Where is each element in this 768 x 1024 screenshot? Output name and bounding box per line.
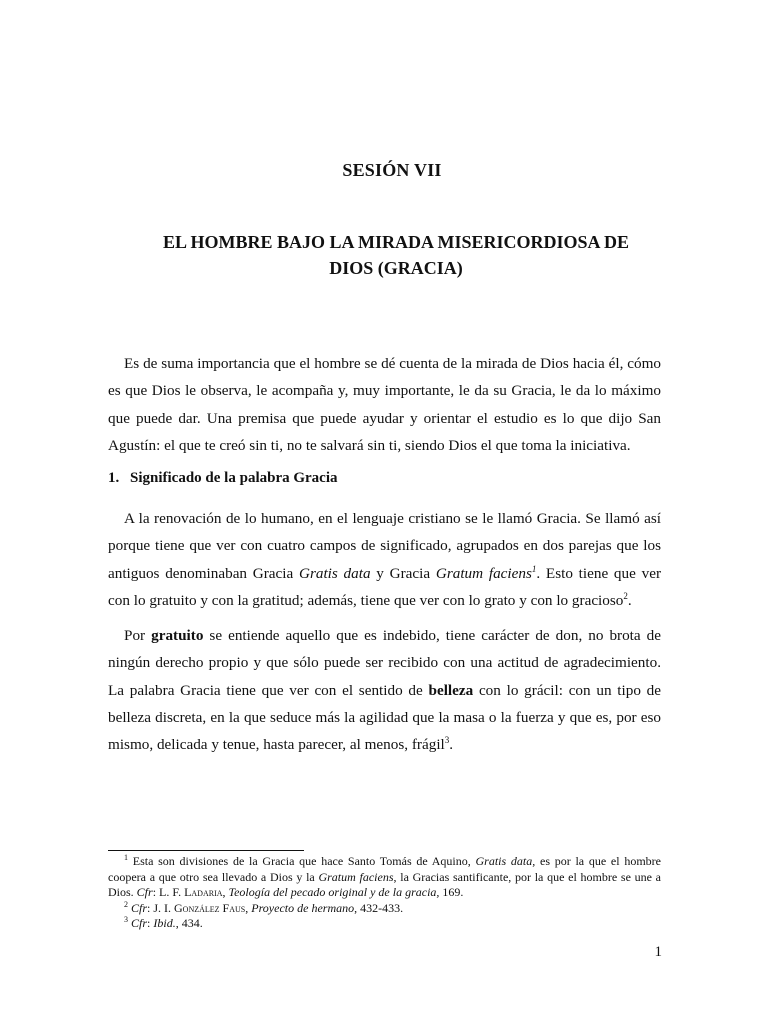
main-title <box>108 229 684 281</box>
intro-paragraph <box>108 350 661 459</box>
text-span: , 434. <box>175 916 203 930</box>
paragraph-gratuito-text <box>108 622 661 758</box>
section-title: Significado de la palabra Gracia <box>130 470 338 486</box>
text-span: es por la que el hombre coopera a que otro sea llevado a Dios y la <box>108 854 661 884</box>
text-span: , 432-433. <box>354 900 404 915</box>
italic-term: Gratum faciens <box>435 564 532 582</box>
bold-term: belleza <box>428 681 474 699</box>
footnotes <box>108 854 661 932</box>
footnote-2 <box>108 901 661 917</box>
section-number: 1. <box>108 470 120 486</box>
text-span: : L. F. <box>152 885 185 899</box>
cfr-abbrev: Cfr <box>131 916 148 930</box>
main-title-line-1: EL HOMBRE BAJO LA MIRADA MISERICORDIOSA DE <box>162 232 630 252</box>
text-span: : <box>147 916 154 930</box>
text-span: 169. <box>439 885 464 899</box>
work-title: Teología del pecado original y de la gracia, <box>228 885 440 899</box>
text-span: , la Gracias santificante, por la que el hombre se une a Dios. <box>108 869 661 899</box>
text-span: , <box>245 900 252 915</box>
footnote-marker: 2 <box>124 899 128 909</box>
ibid-abbrev: Ibid. <box>153 916 176 930</box>
page-number: 1 <box>654 944 662 960</box>
footnote-1 <box>108 854 661 901</box>
session-title: SESIÓN VII <box>342 160 442 180</box>
bold-term: gratuito <box>151 627 204 644</box>
text-span: con lo grácil: con un tipo de belleza discreta, en la que seduce más la agilidad que la masa o la fuerza y que es, por eso mismo, delicada y tenue, hasta parecer, al menos, frágil <box>108 681 661 754</box>
text-span: Esta son divisiones de la Gracia que hace Santo Tomás de Aquino, <box>128 854 476 868</box>
cfr-abbrev: Cfr <box>136 885 153 899</box>
text-span: Por <box>124 627 152 644</box>
footnote-3 <box>108 916 661 932</box>
intro-paragraph-text: Es de suma importancia que el hombre se dé cuenta de la mirada de Dios hacia él, cómo es que Dios le observa, le acompaña y, muy importante, le da su Gracia, le da lo máximo que puede dar. Una premisa que puede ayudar y orientar el estudio es lo que dijo San Agustín: el que te creó sin ti, no te salvará sin ti, siendo Dios el que toma la iniciativa. <box>108 355 661 454</box>
author-name: González Faus <box>174 900 246 915</box>
main-title-line-2: DIOS (GRACIA) <box>329 258 463 278</box>
italic-term: Gratum faciens <box>318 869 394 884</box>
text-span: . Esto tiene que ver con lo gratuito y con la gratitud; además, tiene que ver con lo grato y con lo gracioso <box>108 564 661 609</box>
footnote-ref-2[interactable]: 2 <box>623 590 628 601</box>
footnote-ref-3[interactable]: 3 <box>444 735 450 746</box>
footnote-ref-1[interactable]: 1 <box>531 563 537 574</box>
text-span: A la renovación de lo humano, en el lenguaje cristiano se le llamó Gracia. Se llamó así porque tiene que ver con cuatro campos de significado, agrupados en dos parejas que los antiguos denominaban Gracia <box>108 510 661 582</box>
footnote-marker: 1 <box>124 853 128 862</box>
section-heading <box>108 470 338 487</box>
italic-term: Gratis data <box>298 564 371 582</box>
paragraph-gracia-meaning-text <box>108 505 661 614</box>
text-span: y Gracia <box>370 564 436 582</box>
work-title: Proyecto de hermano <box>251 900 355 915</box>
text-span: , <box>222 885 229 899</box>
author-name: Ladaria <box>184 885 223 899</box>
paragraph-gratuito <box>108 622 661 758</box>
paragraph-gracia-meaning <box>108 505 661 614</box>
text-span: . <box>449 736 454 754</box>
cfr-abbrev: Cfr <box>131 900 148 915</box>
text-span: . <box>627 591 632 609</box>
footnote-marker: 3 <box>124 915 128 924</box>
italic-term: Gratis data, <box>475 854 536 868</box>
footnote-separator <box>108 850 304 851</box>
text-span: se entiende aquello que es indebido, tiene carácter de don, no brota de ningún derecho propio y que sólo puede ser recibido con una actitud de agradecimiento. La palabra Gracia tiene que ver con el sentido de <box>108 627 661 699</box>
text-span: : J. I. <box>147 900 175 915</box>
